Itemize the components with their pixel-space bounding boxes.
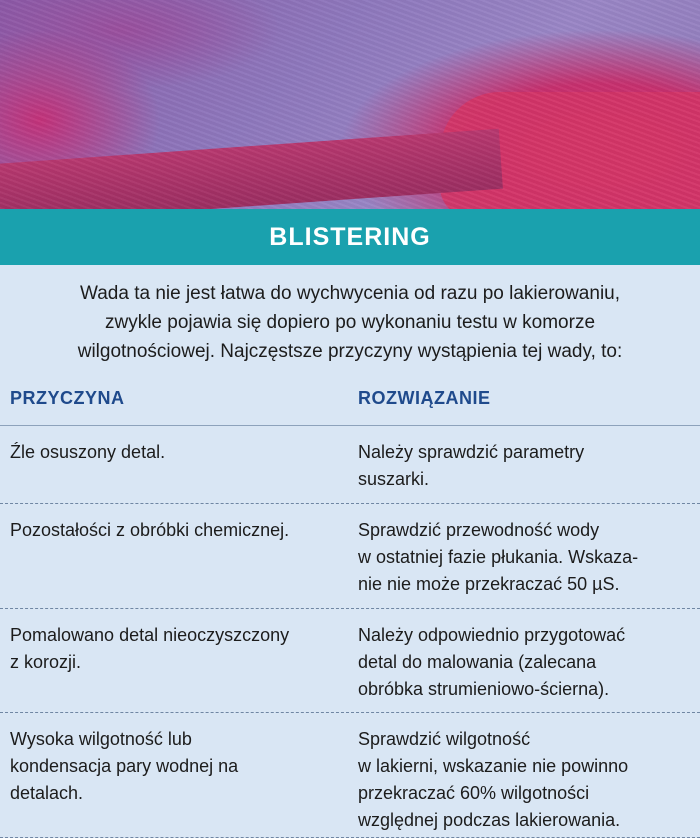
cell-line: Wysoka wilgotność lub — [10, 729, 192, 749]
cell-line: kondensacja pary wodnej na — [10, 756, 239, 776]
solution-cell — [352, 426, 700, 503]
photo-texture — [0, 0, 700, 209]
cell-line: Sprawdzić przewodność wody — [358, 520, 600, 540]
cell-line: obróbka strumieniowo-ścierna). — [358, 679, 610, 699]
cell-line: względnej podczas lakierowania. — [358, 810, 621, 830]
solution-cell — [352, 609, 700, 712]
causes-table — [0, 372, 700, 838]
cell-line: Źle osuszony detal. — [10, 442, 166, 462]
cell-line: z korozji. — [10, 652, 82, 672]
cause-cell — [0, 426, 352, 503]
table-row — [0, 426, 700, 504]
cause-cell — [0, 504, 352, 608]
cell-line: w ostatniej fazie płukania. Wskaza- — [358, 547, 639, 567]
intro-text — [0, 265, 700, 372]
cell-line: Pomalowano detal nieoczyszczony — [10, 625, 290, 645]
intro-line: zwykle pojawia się dopiero po wykonaniu testu w komorze — [104, 312, 596, 333]
table-header — [0, 372, 700, 426]
table-row — [0, 713, 700, 838]
solution-cell — [352, 713, 700, 837]
table-row — [0, 609, 700, 713]
header-photo — [0, 0, 700, 209]
cell-line: w lakierni, wskazanie nie powinno — [358, 756, 629, 776]
cell-line: suszarki. — [358, 469, 430, 489]
intro-line: wilgotnościowej. Najczęstsze przyczyny wystąpienia tej wady, to: — [77, 341, 623, 362]
cause-cell — [0, 609, 352, 712]
column-header-solution: ROZWIĄZANIE — [358, 388, 491, 408]
cell-line: przekraczać 60% wilgotności — [358, 783, 590, 803]
cell-line: Należy sprawdzić parametry — [358, 442, 585, 462]
cell-line: detal do malowania (zalecana — [358, 652, 597, 672]
cell-line: detalach. — [10, 783, 84, 803]
cell-line: nie nie może przekraczać 50 µS. — [358, 574, 620, 594]
cell-line: Należy odpowiednio przygotować — [358, 625, 626, 645]
intro-line: Wada ta nie jest łatwa do wychwycenia od razu po lakierowaniu, — [79, 283, 621, 304]
cell-line: Pozostałości z obróbki chemicznej. — [10, 520, 290, 540]
solution-cell — [352, 504, 700, 608]
page-title: BLISTERING — [269, 222, 431, 251]
column-header-cause: PRZYCZYNA — [10, 388, 125, 408]
cause-cell — [0, 713, 352, 837]
title-banner — [0, 209, 700, 265]
cell-line: Sprawdzić wilgotność — [358, 729, 531, 749]
table-row — [0, 504, 700, 609]
